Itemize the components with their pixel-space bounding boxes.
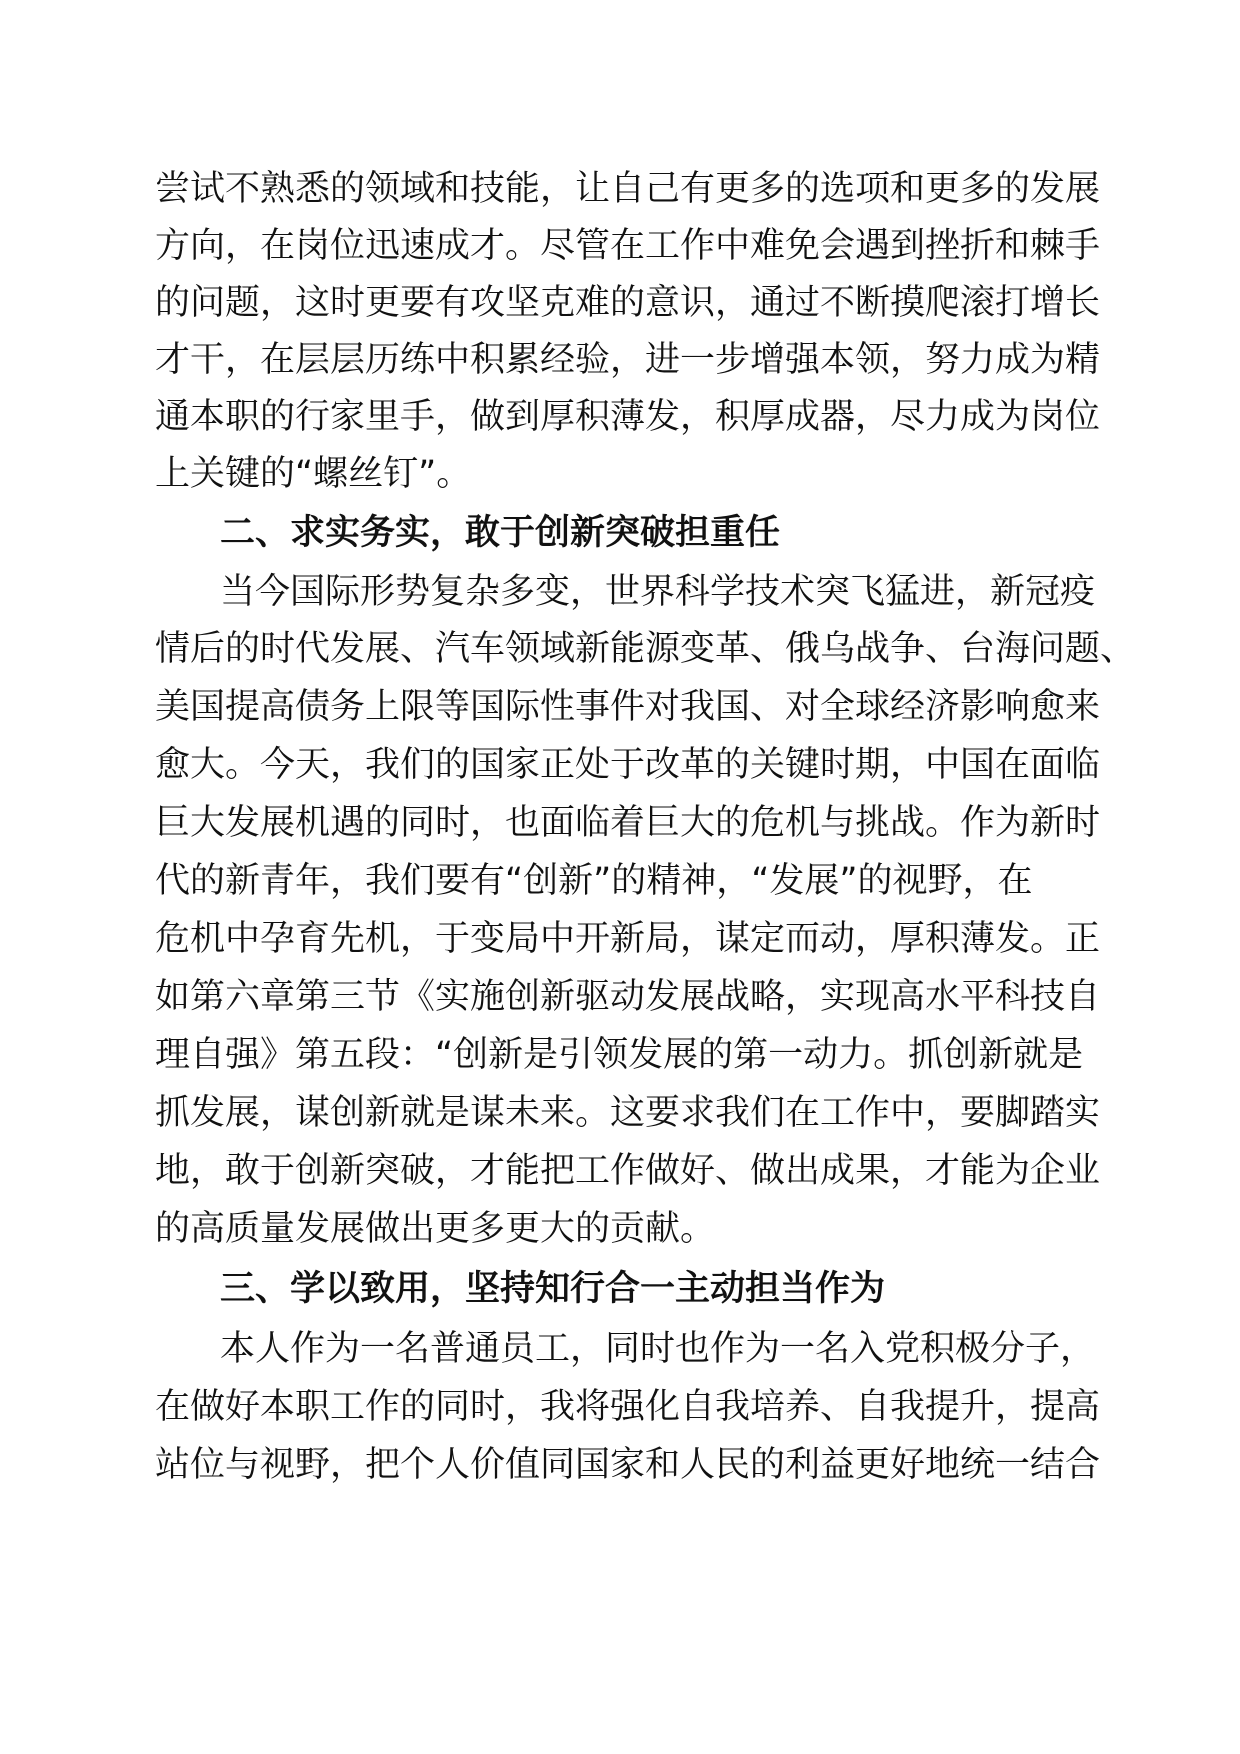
paragraph-line: 地，敢于创新突破，才能把工作做好、做出成果，才能为企业 [155,1151,1101,1191]
paragraph-line: 通本职的行家里手，做到厚积薄发，积厚成器，尽力成为岗位 [155,397,1101,437]
paragraph-line: 本人作为一名普通员工，同时也作为一名入党积极分子， [220,1329,1096,1369]
paragraph-line: 代的新青年，我们要有“创新”的精神，“发展”的视野，在 [155,861,1033,901]
paragraph-line: 在做好本职工作的同时，我将强化自我培养、自我提升，提高 [155,1387,1101,1427]
paragraph-line: 上关键的“螺丝钉”。 [155,454,472,494]
paragraph-line: 当今国际形势复杂多变，世界科学技术突飞猛进，新冠疫 [220,572,1096,612]
paragraph-line: 理自强》第五段：“创新是引领发展的第一动力。抓创新就是 [155,1035,1084,1075]
section-heading: 二、求实务实，敢于创新突破担重任 [220,513,781,553]
paragraph-line: 的问题，这时更要有攻坚克难的意识，通过不断摸爬滚打增长 [155,283,1101,323]
paragraph-line: 危机中孕育先机，于变局中开新局，谋定而动，厚积薄发。正 [155,919,1101,959]
paragraph-line: 巨大发展机遇的同时，也面临着巨大的危机与挑战。作为新时 [155,803,1101,843]
section-heading: 三、学以致用，坚持知行合一主动担当作为 [220,1269,886,1309]
paragraph-line: 尝试不熟悉的领域和技能，让自己有更多的选项和更多的发展 [155,169,1101,209]
paragraph-line: 抓发展，谋创新就是谋未来。这要求我们在工作中，要脚踏实 [155,1093,1101,1133]
paragraph-line: 方向，在岗位迅速成才。尽管在工作中难免会遇到挫折和棘手 [155,226,1101,266]
paragraph-line: 如第六章第三节《实施创新驱动发展战略，实现高水平科技自 [155,977,1101,1017]
paragraph-line: 站位与视野，把个人价值同国家和人民的利益更好地统一结合 [155,1445,1101,1485]
paragraph-line: 情后的时代发展、汽车领域新能源变革、俄乌战争、台海问题、 [155,629,1136,669]
paragraph-line: 的高质量发展做出更多更大的贡献。 [155,1209,716,1249]
paragraph-line: 愈大。今天，我们的国家正处于改革的关键时期，中国在面临 [155,745,1101,785]
paragraph-line: 才干，在层层历练中积累经验，进一步增强本领，努力成为精 [155,340,1101,380]
paragraph-line: 美国提高债务上限等国际性事件对我国、对全球经济影响愈来 [155,687,1101,727]
